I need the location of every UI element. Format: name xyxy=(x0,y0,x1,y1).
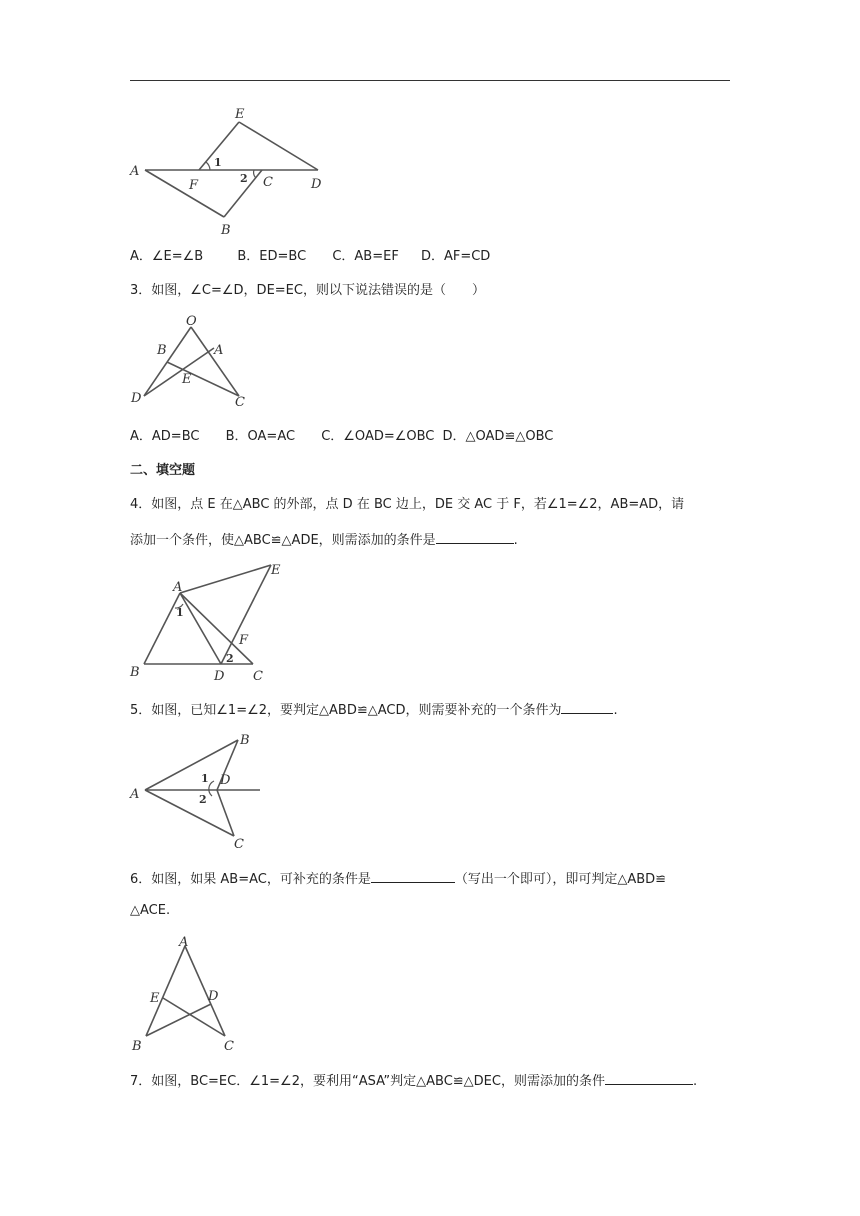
q4-line2-text: 添加一个条件，使△ABC≌△ADE，则需添加的条件是 xyxy=(130,533,436,548)
label-E: E xyxy=(182,372,192,387)
q6-line1b-text: （写出一个即可），即可判定△ABD≌ xyxy=(454,872,667,887)
q5-answer-blank[interactable] xyxy=(561,700,613,714)
q3-stem: 3．如图，∠C=∠D，DE=EC，则以下说法错误的是（ ） xyxy=(130,283,485,298)
q5-end: . xyxy=(613,703,618,718)
label-C: C xyxy=(253,669,263,684)
section-title: 二、填空题 xyxy=(130,463,196,478)
label-E: E xyxy=(235,107,245,122)
q3-option-b[interactable]: B．OA=AC xyxy=(225,429,296,444)
label-D: D xyxy=(131,391,142,406)
label-D: D xyxy=(311,177,322,192)
label-angle-2: 2 xyxy=(199,793,207,806)
q6-line2: △ACE. xyxy=(130,903,171,918)
q4-end: . xyxy=(513,533,518,548)
label-C: C xyxy=(224,1039,234,1054)
label-angle-1: 1 xyxy=(214,156,222,169)
q3-option-a[interactable]: A．AD=BC xyxy=(130,429,200,444)
label-D: D xyxy=(208,989,219,1004)
figure-q5 xyxy=(128,728,268,858)
figure-q2 xyxy=(128,100,338,240)
label-angle-2: 2 xyxy=(240,172,248,185)
label-A: A xyxy=(179,935,189,950)
q7-answer-blank[interactable] xyxy=(605,1071,693,1085)
label-B: B xyxy=(240,733,250,748)
label-C: C xyxy=(263,175,273,190)
label-C: C xyxy=(235,395,245,410)
q3-option-d[interactable]: D．△OAD≌△OBC xyxy=(442,429,554,444)
label-O: O xyxy=(186,314,197,329)
q6-line1-text: 6．如图，如果 AB=AC，可补充的条件是 xyxy=(130,872,371,887)
q6-line1 xyxy=(130,869,666,888)
label-angle-1: 1 xyxy=(176,606,184,619)
q2-option-d[interactable]: D．AF=CD xyxy=(420,249,491,264)
q2-option-b[interactable]: B．ED=BC xyxy=(237,249,307,264)
q2-options xyxy=(130,249,490,265)
label-F: F xyxy=(189,178,199,193)
figure-q4 xyxy=(128,556,298,686)
q3-options xyxy=(130,429,553,445)
label-E: E xyxy=(271,563,281,578)
label-E: E xyxy=(150,991,160,1006)
label-D: D xyxy=(220,773,231,788)
label-B: B xyxy=(221,223,231,238)
q7-end: . xyxy=(692,1074,698,1089)
figure-q6 xyxy=(128,932,248,1060)
label-A: A xyxy=(130,164,140,179)
label-angle-2: 2 xyxy=(226,652,234,665)
q4-answer-blank[interactable] xyxy=(436,530,514,544)
label-A: A xyxy=(130,787,140,802)
label-A: A xyxy=(214,343,224,358)
q4-line1: 4．如图，点 E 在△ABC 的外部，点 D 在 BC 边上，DE 交 AC 于 F，若∠1=∠2，AB=AD，请 xyxy=(130,497,685,512)
header-rule xyxy=(130,80,730,81)
label-B: B xyxy=(157,343,167,358)
q5-line xyxy=(130,700,618,719)
label-D: D xyxy=(214,669,225,684)
label-A: A xyxy=(173,580,183,595)
label-B: B xyxy=(132,1039,142,1054)
label-F: F xyxy=(239,633,249,648)
label-angle-1: 1 xyxy=(201,772,209,785)
label-B: B xyxy=(130,665,140,680)
q2-option-a[interactable]: A．∠E=∠B xyxy=(130,249,204,264)
q6-answer-blank[interactable] xyxy=(371,869,455,883)
q7-text: 7．如图，BC=EC．∠1=∠2，要利用“ASA”判定△ABC≌△DEC，则需添加的条件 xyxy=(130,1074,605,1089)
q3-option-c[interactable]: C．∠OAD=∠OBC xyxy=(321,429,435,444)
label-C: C xyxy=(234,837,244,852)
figure-q3 xyxy=(128,312,258,412)
q5-text: 5．如图，已知∠1=∠2，要判定△ABD≌△ACD，则需要补充的一个条件为 xyxy=(130,703,562,718)
q2-option-c[interactable]: C．AB=EF xyxy=(332,249,399,264)
q7-line xyxy=(130,1071,697,1090)
q4-line2 xyxy=(130,530,518,549)
